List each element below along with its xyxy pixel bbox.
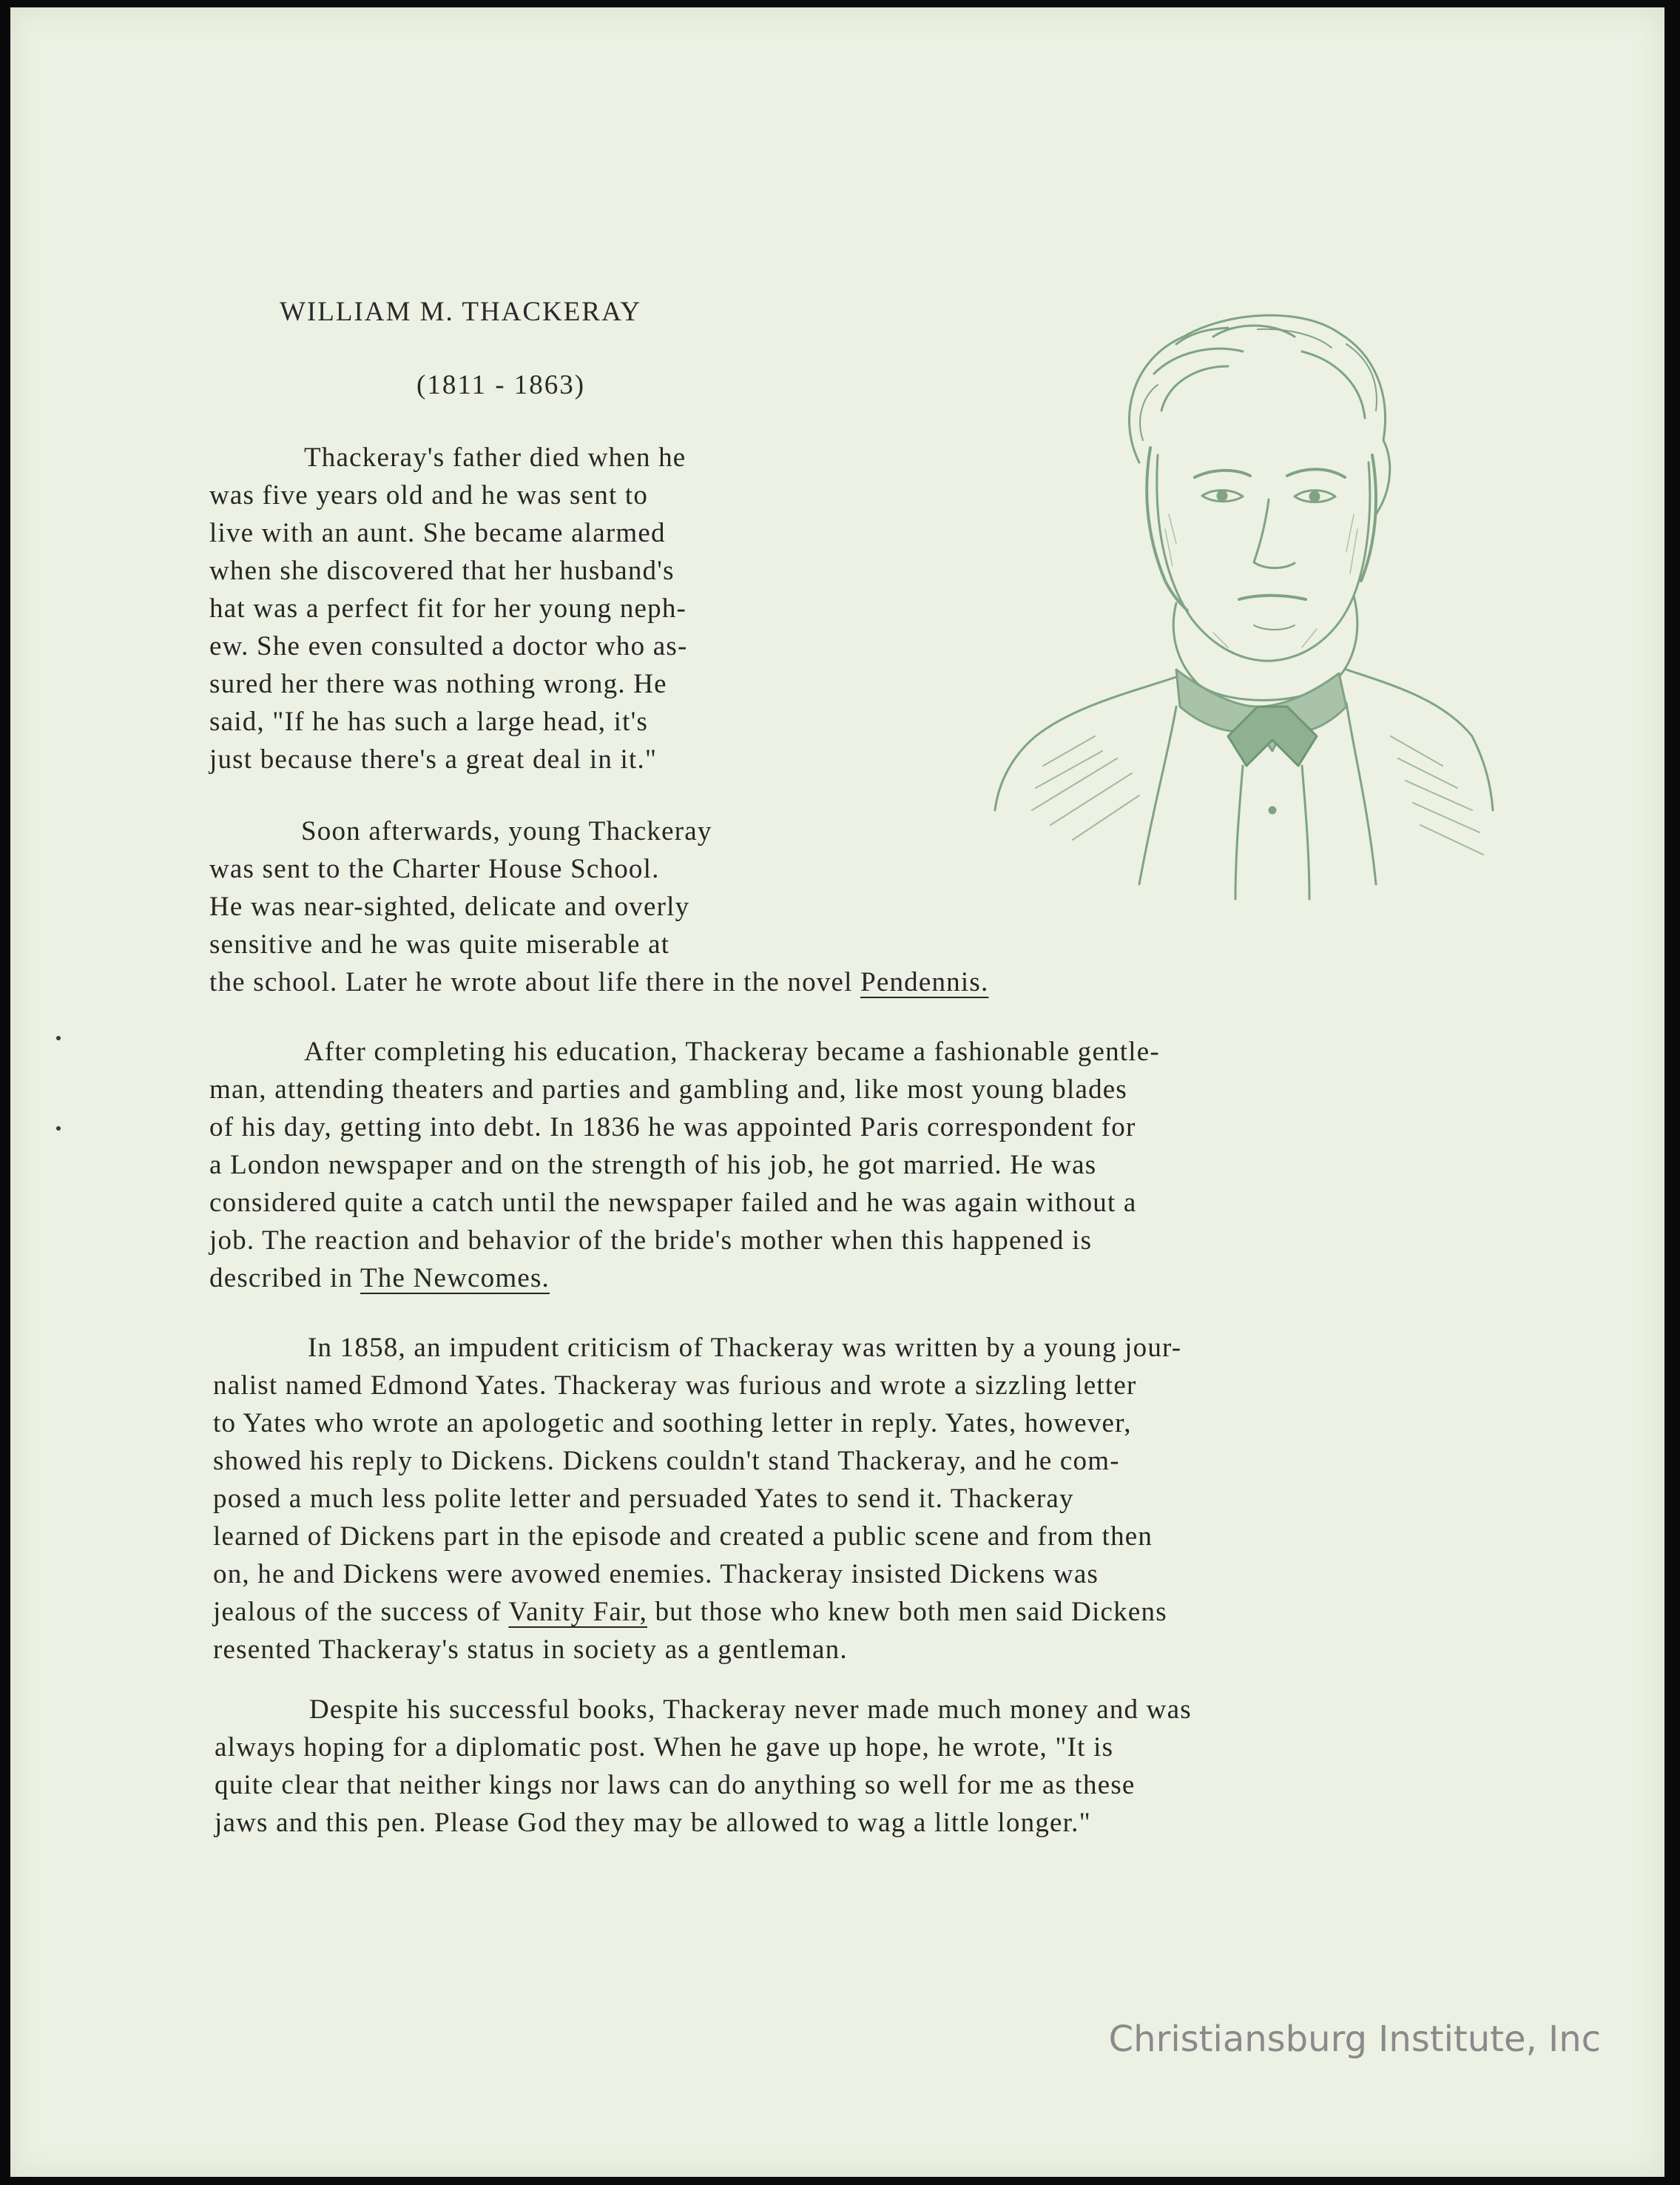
text-line: resented Thackeray's status in society as a gentleman.: [213, 1634, 848, 1665]
mouth: [1239, 596, 1306, 599]
text-line: Soon afterwards, young Thackeray: [301, 816, 712, 846]
collar: [1173, 596, 1357, 684]
coat-outline: [995, 677, 1176, 810]
text-line: considered quite a catch until the newspaper failed and he was again without a: [209, 1188, 1137, 1218]
chin: [1254, 625, 1295, 630]
coat-outline: [1346, 670, 1493, 810]
punch-hole-mark: [56, 1036, 61, 1040]
text-line: was sent to the Charter House School.: [209, 854, 660, 884]
text-line: quite clear that neither kings nor laws can do anything so well for me as these: [215, 1770, 1136, 1800]
paragraph-school: [209, 812, 988, 1001]
paragraph-childhood: [209, 439, 688, 778]
text-line: [209, 1259, 1160, 1297]
hair-strands: [1154, 326, 1365, 418]
page-title: WILLIAM M. THACKERAY: [280, 297, 642, 327]
book-title-newcomes: The Newcomes.: [360, 1263, 550, 1293]
shirt-button: [1269, 807, 1275, 813]
text-line: sured her there was nothing wrong. He: [209, 669, 667, 699]
text-line: live with an aunt. She became alarmed: [209, 518, 666, 548]
eyebrow: [1195, 471, 1250, 477]
text-line: [213, 1593, 1181, 1631]
text-line: job. The reaction and behavior of the bride's mother when this happened is: [209, 1225, 1093, 1256]
text-line: man, attending theaters and parties and gambling and, like most young blades: [209, 1074, 1127, 1105]
text-line: ew. She even consulted a doctor who as-: [209, 631, 688, 661]
text-line: showed his reply to Dickens. Dickens couldn't stand Thackeray, and he com-: [213, 1446, 1120, 1476]
text-line: to Yates who wrote an apologetic and soothing letter in reply. Yates, however,: [213, 1408, 1132, 1438]
punch-hole-mark: [56, 1126, 61, 1131]
face-outline: [1157, 455, 1370, 661]
text-line: nalist named Edmond Yates. Thackeray was furious and wrote a sizzling letter: [213, 1370, 1137, 1401]
text-line: Despite his successful books, Thackeray never made much money and was: [309, 1694, 1192, 1725]
eyebrow: [1287, 469, 1345, 477]
text-line: hat was a perfect fit for her young neph-: [209, 593, 687, 624]
portrait-sketch: [991, 292, 1494, 906]
sideburn: [1147, 448, 1187, 610]
text-line: [209, 963, 988, 1001]
book-title-pendennis: Pendennis.: [860, 967, 989, 997]
text-segment: jealous of the success of: [213, 1597, 509, 1627]
nose: [1254, 499, 1295, 568]
lapel: [1346, 703, 1376, 884]
text-segment: the school. Later he wrote about life there in the novel: [209, 967, 861, 997]
text-line: said, "If he has such a large head, it's: [209, 707, 649, 737]
pupil: [1218, 491, 1227, 500]
text-line: when she discovered that her husband's: [209, 556, 675, 586]
lapel: [1139, 707, 1176, 884]
text-line: jaws and this pen. Please God they may be allowed to wag a little longer.": [215, 1808, 1091, 1838]
shirt-front: [1235, 766, 1309, 899]
pupil: [1310, 492, 1319, 501]
text-line: just because there's a great deal in it.": [209, 744, 658, 775]
watermark: Christiansburg Institute, Inc: [1108, 2019, 1601, 2060]
book-title-vanity-fair: Vanity Fair,: [508, 1597, 648, 1627]
text-line: always hoping for a diplomatic post. When he gave up hope, he wrote, "It is: [215, 1732, 1114, 1763]
text-line: He was near-sighted, delicate and overly: [209, 892, 690, 922]
text-line: of his day, getting into debt. In 1836 he was appointed Paris correspondent for: [209, 1112, 1136, 1142]
text-line: sensitive and he was quite miserable at: [209, 929, 670, 960]
text-line: In 1858, an impudent criticism of Thackeray was written by a young jour-: [308, 1333, 1182, 1363]
text-line: on, he and Dickens were avowed enemies. Thackeray insisted Dickens was: [213, 1559, 1099, 1589]
paragraph-yates-feud: [213, 1329, 1181, 1669]
text-line: was five years old and he was sent to: [209, 480, 649, 511]
text-line: posed a much less polite letter and persuaded Yates to send it. Thackeray: [213, 1484, 1074, 1514]
text-line: After completing his education, Thackeray became a fashionable gentle-: [304, 1037, 1160, 1067]
hair-outline: [1130, 315, 1390, 514]
text-segment: described in: [209, 1263, 360, 1293]
paragraph-diplomatic-post: [215, 1691, 1192, 1842]
life-dates: (1811 - 1863): [416, 370, 586, 400]
paragraph-education: [209, 1033, 1160, 1297]
text-line: Thackeray's father died when he: [304, 442, 686, 473]
text-line: learned of Dickens part in the episode and created a public scene and from then: [213, 1521, 1153, 1552]
text-segment: but those who knew both men said Dickens: [647, 1597, 1167, 1627]
text-line: a London newspaper and on the strength of his job, he got married. He was: [209, 1150, 1097, 1180]
